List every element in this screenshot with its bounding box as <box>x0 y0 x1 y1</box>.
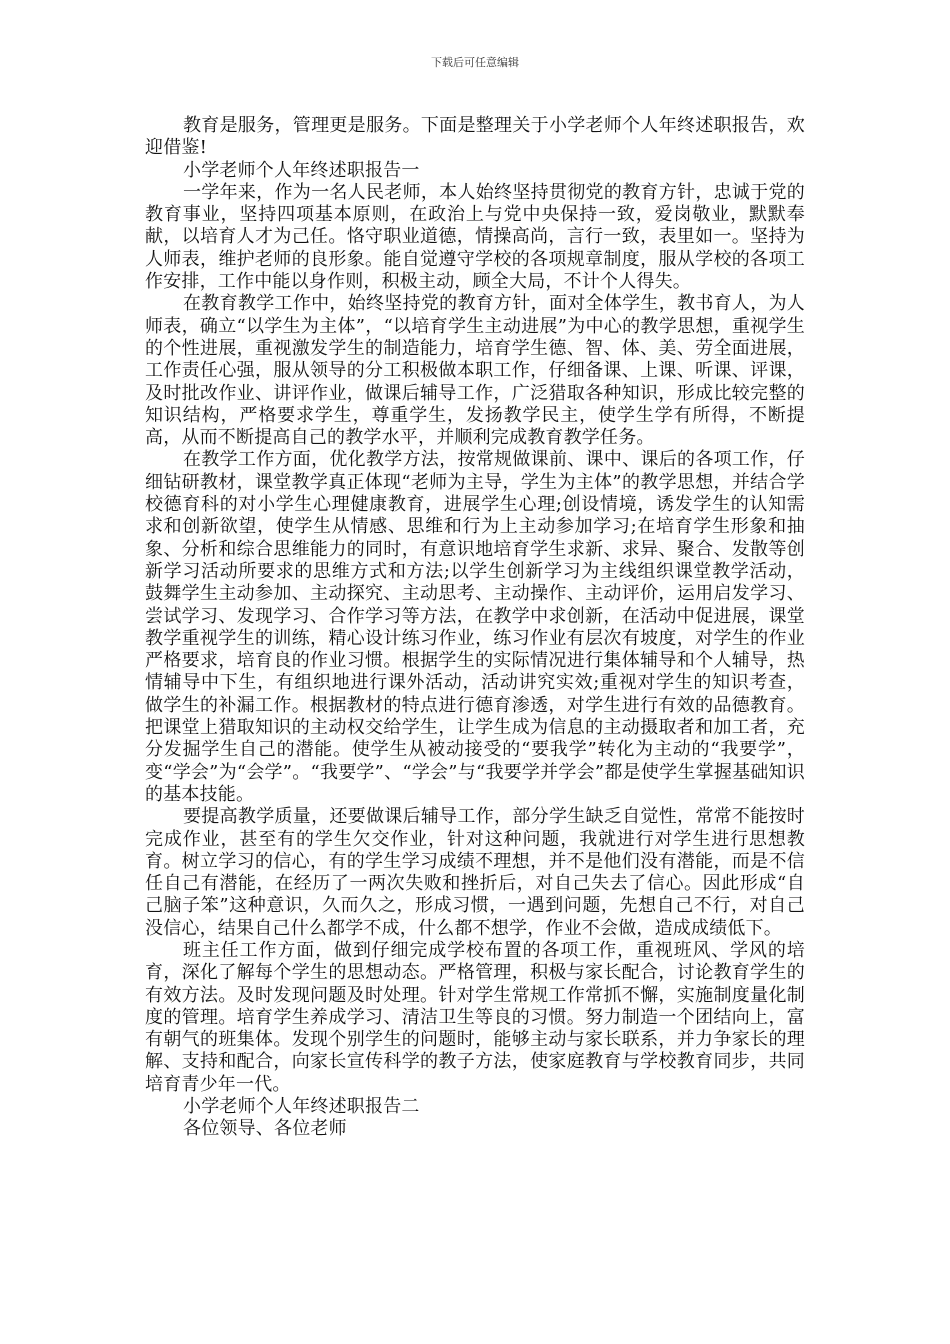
salutation: 各位领导、各位老师 <box>183 1118 347 1140</box>
body-paragraph: 要提高教学质量，还要做课后辅导工作，部分学生缺乏自觉性，常常不能按时完成作业，甚至有的学生欠交作业，针对这种问题，我就进行对学生进行思想教育。树立学习的信心，有的学生学习成绩不理想，并不是他们没有潜能，而是不信任自己有潜能，在经历了一两次失败和挫折后，对自己失去了信心。因此形成“自己脑子笨”这种意识，久而久之，形成习惯，一遇到问题，先想自己不行，对自己没信心，结果自己什么都学不成，什么都不想学，作业不会做，造成成绩低下。 <box>145 806 805 939</box>
section-heading-report-two: 小学老师个人年终述职报告二 <box>183 1096 420 1118</box>
body-paragraph: 一学年来，作为一名人民老师，本人始终坚持贯彻党的教育方针，忠诚于党的教育事业，坚持四项基本原则，在政治上与党中央保持一致，爱岗敬业，默默奉献，以培育人才为己任。恪守职业道德，情操高尚，言行一致，表里如一。坚持为人师表，维护老师的良形象。能自觉遵守学校的各项规章制度，服从学校的各项工作安排，工作中能以身作则，积极主动，顾全大局，不计个人得失。 <box>145 181 805 293</box>
document-body <box>145 115 805 1141</box>
body-paragraph: 班主任工作方面，做到仔细完成学校布置的各项工作，重视班风、学风的培育，深化了解每个学生的思想动态。严格管理，积极与家长配合，讨论教育学生的有效方法。及时发现问题及时处理。针对学生常规工作常抓不懈，实施制度量化制度的管理。培育学生养成学习、清洁卫生等良的习惯。努力制造一个团结向上，富有朝气的班集体。发现个别学生的问题时，能够主动与家长联系，并力争家长的理解、支持和配合，向家长宣传科学的教子方法，使家庭教育与学校教育同步，共同培育青少年一代。 <box>145 939 805 1095</box>
section-heading-report-one: 小学老师个人年终述职报告一 <box>183 159 420 181</box>
body-paragraph: 在教育教学工作中，始终坚持党的教育方针，面对全体学生，教书育人，为人师表，确立“以学生为主体”，“以培育学生主动进展”为中心的教学思想，重视学生的个性进展，重视激发学生的制造能力，培育学生德、智、体、美、劳全面进展，工作责任心强，服从领导的分工积极做本职工作，仔细备课、上课、听课、评课，及时批改作业、讲评作业，做课后辅导工作，广泛猎取各种知识，形成比较完整的知识结构，严格要求学生，尊重学生，发扬教学民主，使学生学有所得，不断提高，从而不断提高自己的教学水平，并顺利完成教育教学任务。 <box>145 293 805 449</box>
intro-paragraph: 教育是服务，管理更是服务。下面是整理关于小学老师个人年终述职报告，欢迎借鉴! <box>145 115 805 159</box>
body-paragraph: 在教学工作方面，优化教学方法，按常规做课前、课中、课后的各项工作，仔细钻研教材，课堂教学真正体现“老师为主导，学生为主体”的教学思想，并结合学校德育科的对小学生心理健康教育，进展学生心理;创设情境，诱发学生的认知需求和创新欲望，使学生从情感、思维和行为上主动参加学习;在培育学生形象和抽象、分析和综合思维能力的同时，有意识地培育学生求新、求异、聚合、发散等创新学习活动所要求的思维方式和方法;以学生创新学习为主线组织课堂教学活动，鼓舞学生主动参加、主动探究、主动思考、主动操作、主动评价，运用启发学习、尝试学习、发现学习、合作学习等方法，在教学中求创新，在活动中促进展，课堂教学重视学生的训练，精心设计练习作业，练习作业有层次有坡度，对学生的作业严格要求，培育良的作业习惯。根据学生的实际情况进行集体辅导和个人辅导，热情辅导中下生，有组织地进行课外活动，活动讲究实效;重视对学生的知识考查，做学生的补漏工作。根据教材的特点进行德育渗透，对学生进行有效的品德教育。把课堂上猎取知识的主动权交给学生，让学生成为信息的主动摄取者和加工者，充分发掘学生自己的潜能。使学生从被动接受的“要我学”转化为主动的“我要学”，变“学会”为“会学”。“我要学”、“学会”与“我要学并学会”都是使学生掌握基础知识的基本技能。 <box>145 449 805 805</box>
page-header-note: 下载后可任意编辑 <box>431 56 519 69</box>
